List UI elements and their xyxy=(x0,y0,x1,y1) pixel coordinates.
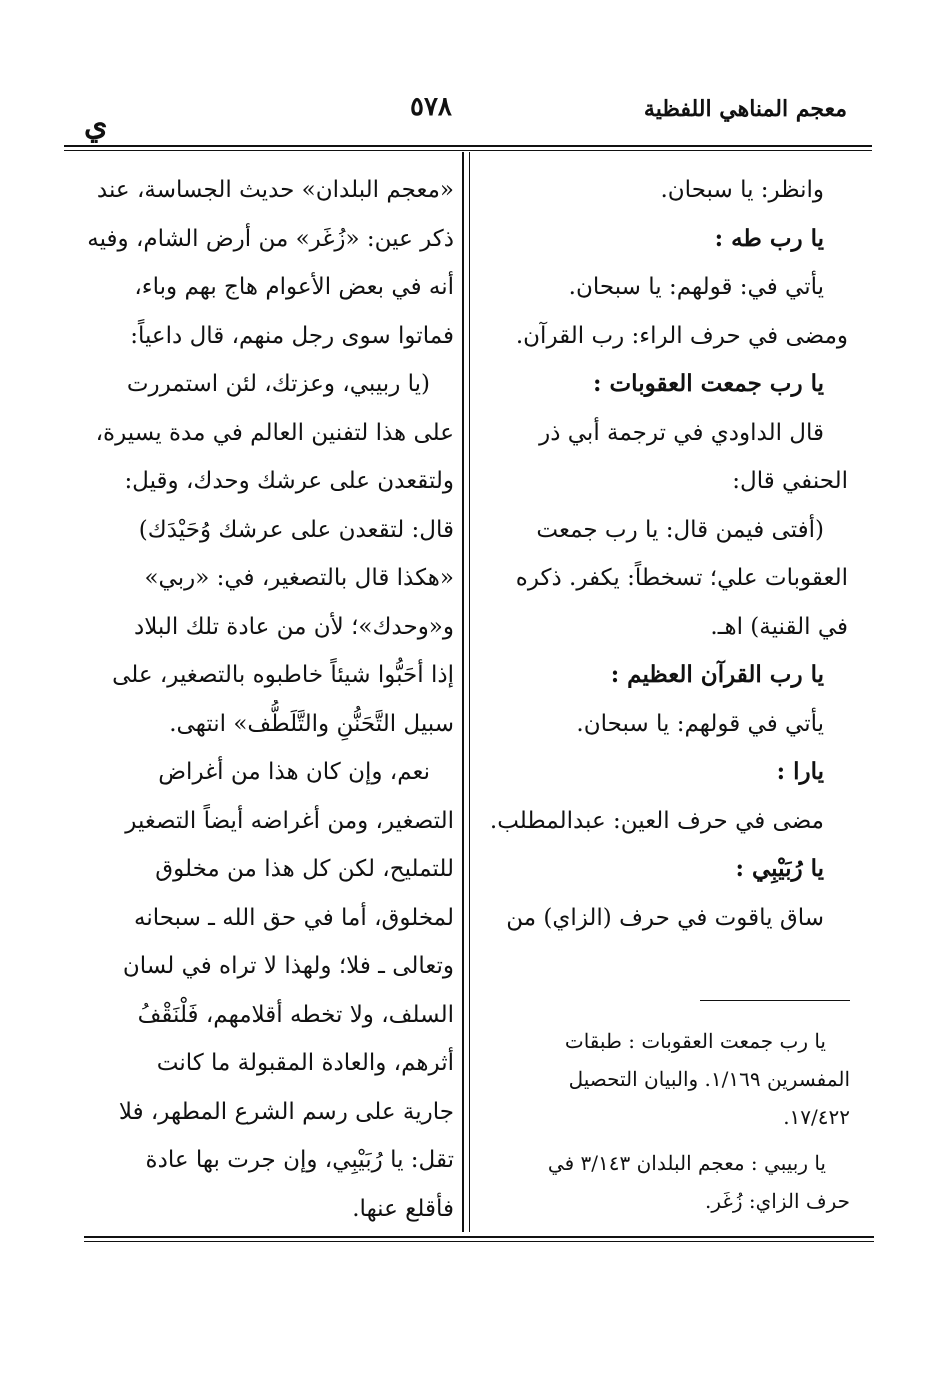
footnote-separator xyxy=(700,1000,850,1001)
footnote xyxy=(480,1022,850,1136)
entry-heading: يا رب القرآن العظيم : xyxy=(610,661,824,688)
text-line: للتمليح، لكن كل هذا من مخلوق xyxy=(155,856,454,882)
text-line: سبيل التَّحَنُّنِ والتَّلَطُّف» انتهى. xyxy=(169,710,454,737)
text-line: في القنية) اهـ. xyxy=(710,613,848,640)
text-line: فماتوا سوى رجل منهم، قال داعياً: xyxy=(130,322,454,349)
text-line: ولتقعدن على عرشك وحدك، وقيل: xyxy=(124,468,454,494)
footnote-line: ١٧/٤٢٢. xyxy=(783,1105,850,1129)
text-line: السلف، ولا تخطه أقلامهم، فَلْنَقْفُ xyxy=(137,1001,454,1028)
text-line: «هكذا قال بالتصغير، في: «ربي» xyxy=(144,565,454,591)
entry-heading: يا رُبَيْبِي : xyxy=(735,855,824,882)
text-line: ذكر عين: «زُغَر» من أرض الشام، وفيه xyxy=(87,225,454,252)
section-letter: ي xyxy=(84,108,108,143)
text-line: لمخلوق، أما في حق الله ـ سبحانه xyxy=(134,904,454,931)
text-line: قال: لتقعدن على عرشك وُحَيْدَك) xyxy=(138,516,454,543)
entry-heading: يارا : xyxy=(776,758,824,785)
right-column xyxy=(480,166,848,942)
entry-heading: يا رب جمعت العقوبات : xyxy=(593,370,824,397)
text-line: مضى في حرف العين: عبدالمطلب. xyxy=(489,807,824,834)
footnote-line: المفسرين ١/١٦٩. والبيان التحصيل xyxy=(568,1067,850,1091)
left-column xyxy=(74,166,454,1233)
text-line: ومضى في حرف الراء: رب القرآن. xyxy=(515,322,848,349)
text-line: ساق ياقوت في حرف (الزاي) من xyxy=(506,904,824,931)
entry-heading: يا رب طه : xyxy=(714,224,824,252)
text-line: نعم، وإن كان هذا من أغراض xyxy=(158,759,430,785)
text-line: جارية على رسم الشرع المطهر، فلا xyxy=(118,1098,454,1125)
text-line: التصغير، ومن أغراضه أيضاً التصغير xyxy=(125,807,454,834)
text-line: تقل: يا رُبَيْبِي، وإن جرت بها عادة xyxy=(145,1147,454,1173)
book-title: معجم المناهي اللفظية xyxy=(643,96,847,122)
footnote-line: حرف الزاي: زُغَر. xyxy=(705,1189,850,1213)
text-line: العقوبات علي؛ تسخطاً: يكفر. ذكره xyxy=(515,565,848,591)
text-line: «معجم البلدان» حديث الجساسة، عند xyxy=(96,177,454,203)
page-number: ٥٧٨ xyxy=(410,92,452,122)
text-line: يأتي في قولهم: يا سبحان. xyxy=(576,710,824,737)
footnote-line: يا ربيبي : معجم البلدان ٣/١٤٣ في xyxy=(547,1151,826,1175)
text-line: أنه في بعض الأعوام هاج بهم وباء، xyxy=(134,274,454,300)
text-line: وتعالى ـ فلا؛ ولهذا لا تراه في لسان xyxy=(122,953,454,979)
text-line: على هذا لتفنين العالم في مدة يسيرة، xyxy=(95,419,454,446)
text-line: (يا ربيبي، وعزتك، لئن استمررت xyxy=(126,371,430,397)
text-line: قال الداودي في ترجمة أبي ذر xyxy=(539,419,824,446)
header-rule-thin xyxy=(64,150,872,151)
text-line: الحنفي قال: xyxy=(732,468,848,494)
column-divider-thin xyxy=(469,152,470,1232)
footer-rule xyxy=(84,1236,874,1238)
column-divider xyxy=(462,152,464,1232)
text-line: (أفتى فيمن قال: يا رب جمعت xyxy=(536,516,824,543)
text-line: وانظر: يا سبحان. xyxy=(660,177,824,203)
text-line: و«وحدك»؛ لأن من عادة تلك البلاد xyxy=(133,613,454,640)
text-line: يأتي في: قولهم: يا سبحان. xyxy=(568,274,824,300)
footer-rule-thin xyxy=(84,1241,874,1242)
header-rule xyxy=(64,145,872,147)
footnote-line: يا رب جمعت العقوبات : طبقات xyxy=(564,1029,826,1053)
text-line: أثرهم، والعادة المقبولة ما كانت xyxy=(156,1050,454,1076)
text-line: فأقلع عنها. xyxy=(352,1195,454,1222)
footnote xyxy=(480,1144,850,1220)
text-line: إذا أحَبُّوا شيئاً خاطبوه بالتصغير، على xyxy=(112,662,454,688)
